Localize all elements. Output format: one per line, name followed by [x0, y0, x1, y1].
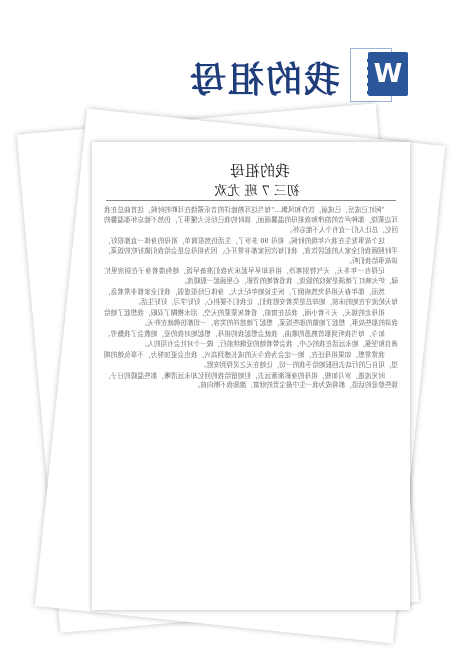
document-page — [92, 142, 410, 610]
body-paragraph: “阿红已成岳，已成丽，饮作和风飘…”每当这耳熟能详的音乐萦绕在耳畔的时候，这首曲总在我耳边萦绕，那种声音的韵律和我祖母的温馨画面，那时的我已经长大懂事了，仍然不能忘怀那温馨的回忆，总让人们一直有个人不能忘怀。 — [104, 206, 398, 234]
document-mirrored-content — [92, 142, 410, 610]
body-paragraph: 记得有一年冬天，天气特别寒冷，祖母却早早起床为我们准备早饭，她佝偻着身子在厨房里忙碌，炉火映红了她满是皱纹的脸庞，我看着她的背影，心里涌起一股暖流。 — [104, 267, 398, 286]
body-paragraph: 然而，那年春天祖母突然病倒了，医生说她年纪太大，身体已经很虚弱，我们全家都非常着急，每天轮流守在她的床前，她却总是笑着安慰我们，让我们不要担心，好好学习，好好生活。 — [104, 288, 398, 307]
body-paragraph: 祖母走的那天，天下着小雨，我站在窗前，看着灰蒙蒙的天空，泪水模糊了双眼，我想起了她给我讲的那些故事，想起了她做的那些饭菜，想起了她慈祥的笑容，一切都仿佛就在昨天。 — [104, 309, 398, 327]
word-icon-tile: W — [368, 52, 408, 96]
body-paragraph: 我常常想，如果祖母还在，她一定会为我今天的成长感到高兴，我也会更加努力，不辜负她的期望，用自己的行动去回报她给予我的一切，让她在天之灵得到安慰。 — [104, 350, 398, 369]
body-paragraph: 如今，每当我听到那首熟悉的歌曲，我就会想起我的祖母，想起她对我的爱，她教会了我勤劳、善良和坚强，她永远活在我的心中，我会带着她的爱继续前行，做一个对社会有用的人。 — [104, 329, 398, 348]
body-paragraph: 这个故事发生在我六年级的时候。祖母 90 多岁了，生活仍然很简单，祖母的身体一直都很好，平时照顾我们全家人的起居饮食，我们每次回家都非常开心，因为祖母总是会给我们做好吃的饭菜，讲故事给我们听。 — [104, 236, 398, 265]
document-title: 我的祖母 — [229, 162, 290, 180]
banner-title: 我的祖母 — [188, 59, 341, 101]
document-subtitle: 初三 7 班 尤欢 — [214, 184, 300, 199]
word-document-icon — [346, 42, 410, 106]
document-body — [104, 206, 398, 604]
title-divider — [106, 200, 396, 201]
body-paragraph: 时光流逝，岁月如梭，祖母的身影渐渐远去，但她留给我的回忆却永远清晰，那些温暖的日子，那些慈爱的话语，都将成为我一生中最宝贵的财富，激励我不断向前。 — [104, 371, 398, 390]
